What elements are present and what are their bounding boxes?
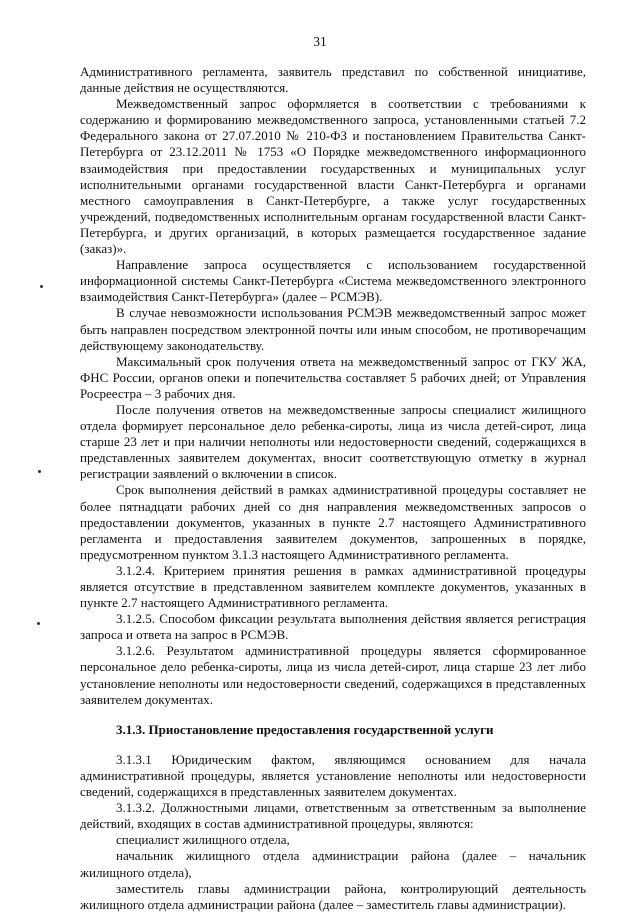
- paragraph: Максимальный срок получения ответа на межведомственный запрос от ГКУ ЖА, ФНС России, органов опеки и попечительства составляет 5 рабочих дней; от Управления Росреестра – 3 рабочих дня.: [80, 353, 586, 401]
- scan-dot-mark: [40, 285, 43, 288]
- section-heading: 3.1.3. Приостановление предоставления государственной услуги: [116, 721, 494, 737]
- paragraph: Срок выполнения действий в рамках административной процедуры составляет не более пятнадцати рабочих дней со дня направления межведомственных запросов о предоставлении документов, указанных в пункте 2.7 настоящего Административного регламента и предоставления заявителем документов, запрошенных в порядке, предусмотренном пунктом 3.1.3 настоящего Административного регламента.: [80, 482, 586, 562]
- paragraph: 3.1.2.6. Результатом административной процедуры является сформированное персональное дело ребенка-сироты, лица из числа детей-сирот, лица старше 23 лет либо установление неполноты или недостоверности сведений, содержащихся в представленных заявителем документах.: [80, 643, 586, 707]
- paragraph: начальник жилищного отдела администрации района (далее – начальник жилищного отдела),: [80, 848, 586, 880]
- paragraph: специалист жилищного отдела,: [116, 832, 290, 848]
- paragraph: Направление запроса осуществляется с использованием государственной информационной системы Санкт-Петербурга «Система межведомственного электронного взаимодействия Санкт-Петербурга» (далее – РСМЭВ).: [80, 257, 586, 305]
- document-body: [80, 64, 586, 913]
- paragraph: 3.1.2.5. Способом фиксации результата выполнения действия является регистрация запроса и ответа на запрос в РСМЭВ.: [80, 611, 586, 643]
- page-number: 31: [313, 34, 327, 49]
- paragraph: Межведомственный запрос оформляется в соответствии с требованиями к содержанию и формированию межведомственного запроса, установленными статьей 7.2 Федерального закона от 27.07.2010 № 210-ФЗ и постановлением Правительства Санкт-Петербурга от 23.12.2011 № 1753 «О Порядке межведомственного информационного взаимодействия при предоставлении государственных и муниципальных услуг исполнительными органами государственной власти Санкт-Петербурга и органами местного самоуправления в Санкт-Петербурге, а также услуг государственных учреждений, подведомственных исполнительным органам государственной власти Санкт-Петербурга, и других организаций, в которых размещается государственное задание (заказ)».: [80, 96, 586, 257]
- paragraph: Административного регламента, заявитель представил по собственной инициативе, данные действия не осуществляются.: [80, 64, 586, 96]
- scan-dot-mark: [37, 622, 40, 625]
- paragraph: В случае невозможности использования РСМЭВ межведомственный запрос может быть направлен посредством электронной почты или иным способом, не противоречащим действующему законодательству.: [80, 305, 586, 353]
- paragraph: 3.1.2.4. Критерием принятия решения в рамках административной процедуры является отсутствие в представленном заявителем комплекте документов, указанных в пункте 2.7 настоящего Административного регламента.: [80, 562, 586, 611]
- scan-dot-mark: [38, 470, 41, 473]
- paragraph: 3.1.3.1 Юридическим фактом, являющимся основанием для начала административной процедуры, является установление неполноты или недостоверности сведений, содержащихся в представленных заявителем документах.: [80, 751, 586, 800]
- paragraph: После получения ответов на межведомственные запросы специалист жилищного отдела формирует персональное дело ребенка-сироты, лица из числа детей-сирот, лица старше 23 лет и при наличии неполноты или недостоверности сведений, содержащихся в представленных заявителем документах, вносит соответствующую отметку в журнал регистрации заявлений о включении в список.: [80, 401, 586, 482]
- paragraph: 3.1.3.2. Должностными лицами, ответственным за ответственным за выполнение действий, входящих в состав административной процедуры, являются:: [80, 800, 586, 832]
- paragraph: заместитель главы администрации района, контролирующий деятельность жилищного отдела администрации района (далее – заместитель главы администрации).: [80, 880, 586, 912]
